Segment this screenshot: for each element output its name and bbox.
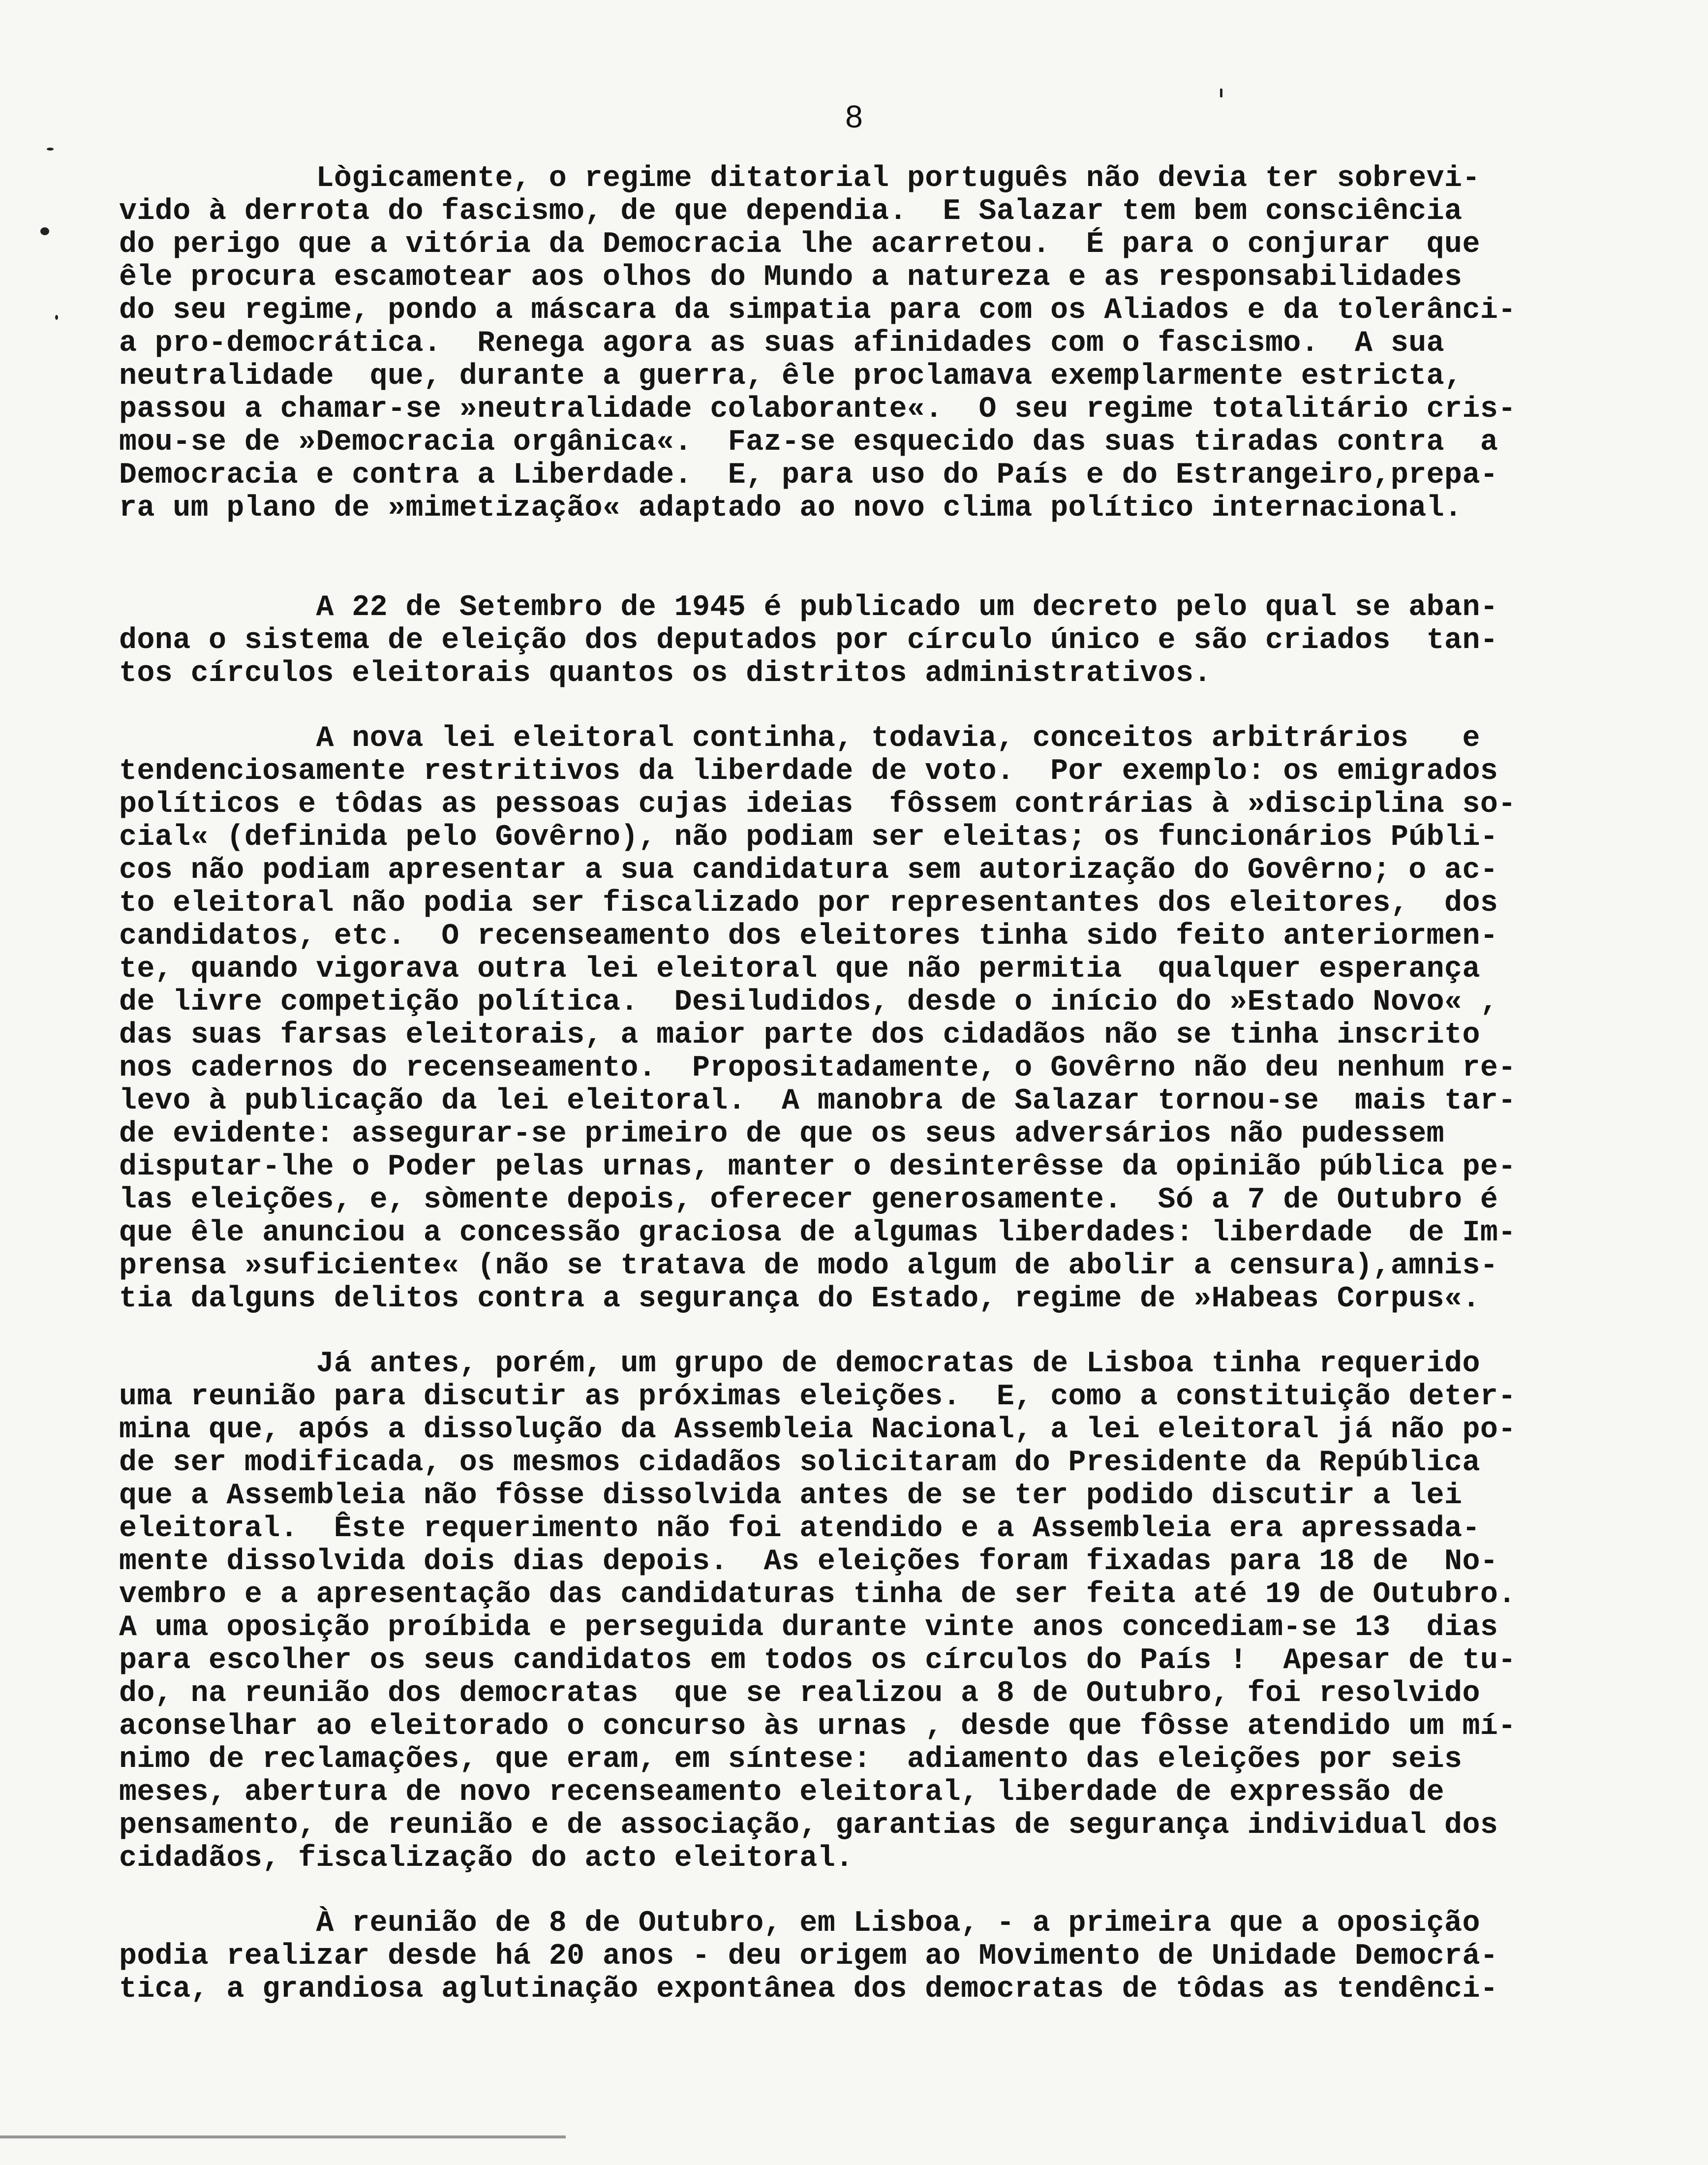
text-line: das suas farsas eleitorais, a maior parte dos cidadãos não se tinha inscrito [119, 1019, 1480, 1052]
text-line: tendenciosamente restritivos da liberdade de voto. Por exemplo: os emigrados [119, 755, 1498, 788]
page-number: 8 [845, 99, 863, 134]
text-line: de livre competição política. Desiludidos, desde o início do »Estado Novo« , [119, 986, 1498, 1019]
text-line: candidatos, etc. O recenseamento dos eleitores tinha sido feito anteriormen- [119, 920, 1498, 953]
text-line: para escolher os seus candidatos em todos os círculos do País ! Apesar de tu- [119, 1644, 1516, 1677]
text-line: mou-se de »Democracia orgânica«. Faz-se esquecido das suas tiradas contra a [119, 426, 1498, 459]
margin-tick-mark [47, 148, 54, 151]
paragraph-4 [119, 1348, 1624, 1875]
text-line: te, quando vigorava outra lei eleitoral que não permitia qualquer esperança [119, 953, 1480, 986]
text-line: uma reunião para discutir as próximas eleições. E, como a constituição deter- [119, 1380, 1516, 1414]
text-line: disputar-lhe o Poder pelas urnas, manter o desinterêsse da opinião pública pe- [119, 1150, 1516, 1184]
text-line: que a Assembleia não fôsse dissolvida antes de se ter podido discutir a lei [119, 1479, 1463, 1513]
text-line: vido à derrota do fascismo, de que dependia. E Salazar tem bem consciência [119, 195, 1463, 228]
text-line: neutralidade que, durante a guerra, êle proclamava exemplarmente estricta, [119, 360, 1463, 393]
paragraph-gap [119, 1316, 1624, 1348]
text-line: las eleições, e, sòmente depois, oferecer generosamente. Só a 7 de Outubro é [119, 1183, 1498, 1217]
text-line: A nova lei eleitoral continha, todavia, conceitos arbitrários e [119, 722, 1480, 755]
paragraph-1 [119, 162, 1624, 525]
text-line: de evidente: assegurar-se primeiro de que os seus adversários não pudessem [119, 1117, 1445, 1151]
text-line: dona o sistema de eleição dos deputados por círculo único e são criados tan- [119, 624, 1498, 657]
paragraph-3 [119, 722, 1624, 1316]
paragraph-2 [119, 591, 1624, 690]
margin-dot-mark [40, 227, 49, 235]
bottom-edge-rule [0, 2135, 566, 2138]
text-line: to eleitoral não podia ser fiscalizado por representantes dos eleitores, dos [119, 887, 1498, 920]
text-line: de ser modificada, os mesmos cidadãos solicitaram do Presidente da República [119, 1446, 1480, 1480]
text-line: políticos e tôdas as pessoas cujas ideias fôssem contrárias à »disciplina so- [119, 788, 1516, 821]
text-line: pensamento, de reunião e de associação, garantias de segurança individual dos [119, 1809, 1498, 1842]
text-line: cidadãos, fiscalização do acto eleitoral. [119, 1842, 854, 1875]
text-line: aconselhar ao eleitorado o concurso às urnas , desde que fôsse atendido um mí- [119, 1710, 1516, 1743]
text-line: a pro-democrática. Renega agora as suas afinidades com o fascismo. A sua [119, 327, 1445, 360]
body-text [119, 162, 1624, 2006]
text-line: eleitoral. Êste requerimento não foi atendido e a Assembleia era apressada- [119, 1512, 1480, 1546]
text-line: Democracia e contra a Liberdade. E, para uso do País e do Estrangeiro,prepa- [119, 459, 1498, 492]
text-line: mente dissolvida dois dias depois. As eleições foram fixadas para 18 de No- [119, 1545, 1498, 1578]
text-line: êle procura escamotear aos olhos do Mundo a natureza e as responsabilidades [119, 261, 1463, 294]
text-line: tica, a grandiosa aglutinação expontânea dos democratas de tôdas as tendênci- [119, 1973, 1498, 2006]
text-line: A uma oposição proíbida e perseguida durante vinte anos concediam-se 13 dias [119, 1611, 1498, 1644]
text-line: vembro e a apresentação das candidaturas tinha de ser feita até 19 de Outubro. [119, 1578, 1516, 1611]
text-line: podia realizar desde há 20 anos - deu origem ao Movimento de Unidade Democrá- [119, 1940, 1498, 1973]
text-line: do perigo que a vitória da Democracia lhe acarretou. É para o conjurar que [119, 228, 1480, 261]
text-line: A 22 de Setembro de 1945 é publicado um decreto pelo qual se aban- [119, 591, 1498, 624]
text-line: tia dalguns delitos contra a segurança do Estado, regime de »Habeas Corpus«. [119, 1282, 1480, 1316]
top-tick-mark [1220, 89, 1222, 97]
text-line: nos cadernos do recenseamento. Propositadamente, o Govêrno não deu nenhum re- [119, 1052, 1516, 1085]
text-line: passou a chamar-se »neutralidade colaborante«. O seu regime totalitário cris- [119, 393, 1516, 426]
margin-tick-mark [55, 315, 58, 320]
text-line: Lògicamente, o regime ditatorial português não devia ter sobrevi- [119, 162, 1480, 195]
paragraph-5 [119, 1907, 1624, 2006]
text-line: ra um plano de »mimetização« adaptado ao novo clima político internacional. [119, 492, 1463, 525]
text-line: meses, abertura de novo recenseamento eleitoral, liberdade de expressão de [119, 1776, 1445, 1809]
paragraph-gap [119, 690, 1624, 722]
text-line: do seu regime, pondo a máscara da simpatia para com os Aliados e da tolerânci- [119, 294, 1516, 327]
text-line: À reunião de 8 de Outubro, em Lisboa, - a primeira que a oposição [119, 1907, 1480, 1940]
text-line: Já antes, porém, um grupo de democratas de Lisboa tinha requerido [119, 1347, 1480, 1381]
text-line: mina que, após a dissolução da Assembleia Nacional, a lei eleitoral já não po- [119, 1413, 1516, 1447]
text-line: prensa »suficiente« (não se tratava de modo algum de abolir a censura),amnis- [119, 1249, 1498, 1283]
text-line: cos não podiam apresentar a sua candidatura sem autorização do Govêrno; o ac- [119, 854, 1498, 887]
text-line: nimo de reclamações, que eram, em síntese: adiamento das eleições por seis [119, 1743, 1463, 1776]
text-line: do, na reunião dos democratas que se realizou a 8 de Outubro, foi resolvido [119, 1677, 1480, 1710]
text-line: levo à publicação da lei eleitoral. A manobra de Salazar tornou-se mais tar- [119, 1084, 1516, 1118]
text-line: cial« (definida pelo Govêrno), não podiam ser eleitas; os funcionários Públi- [119, 821, 1498, 854]
paragraph-gap [119, 525, 1624, 591]
text-line: que êle anunciou a concessão graciosa de algumas liberdades: liberdade de Im- [119, 1216, 1516, 1250]
text-line: tos círculos eleitorais quantos os distritos administrativos. [119, 657, 1212, 690]
paragraph-gap [119, 1875, 1624, 1907]
